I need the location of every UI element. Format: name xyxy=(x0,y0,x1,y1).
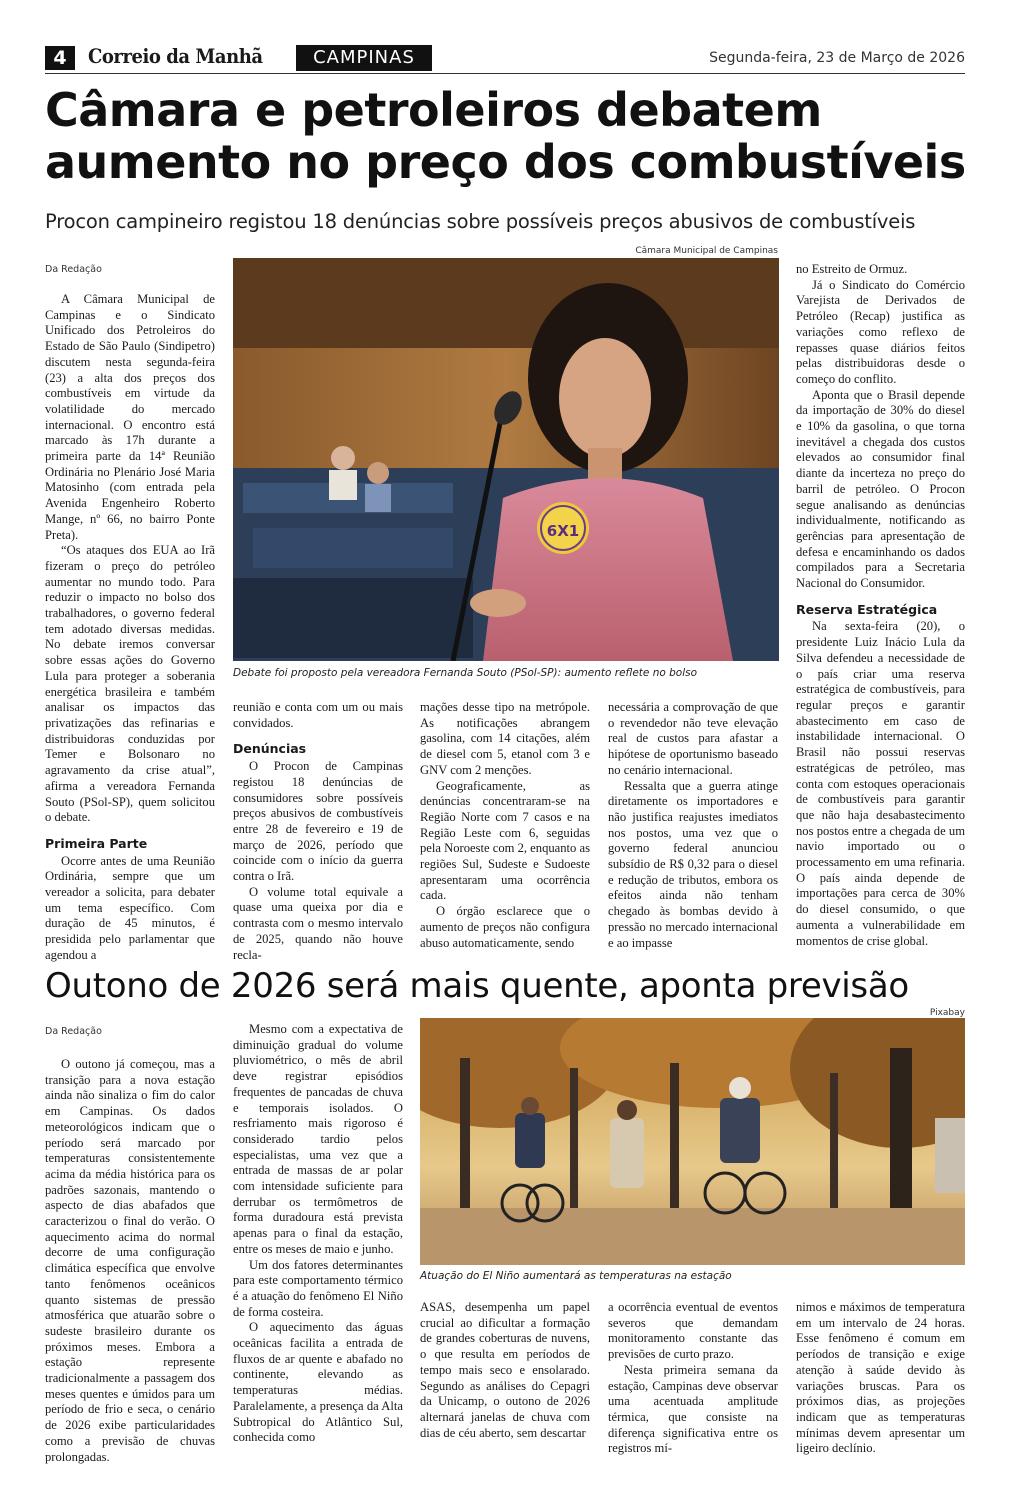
paragraph: O aquecimento das águas oceânicas facilita a entrada de fluxos de ar quente e abafado no continente, elevando as temperaturas médias. Paralelamente, a presença da Alta Subtropical do Atlântico Sul, conhecida como xyxy=(233,1320,403,1445)
paragraph: O órgão esclarece que o aumento de preços não configura abuso automaticamente, sendo xyxy=(420,904,590,950)
paragraph: Um dos fatores determinantes para este comportamento térmico é a atuação do fenômeno El Niño de forma costeira. xyxy=(233,1257,403,1319)
paragraph: necessária a comprovação de que o revendedor não teve elevação real de custos para afastar a hipótese de oportunismo baseado no cenário internacional. xyxy=(608,700,778,777)
article1-caption: Debate foi proposto pela vereadora Fernanda Souto (PSol-SP): aumento reflete no bolso xyxy=(233,667,698,679)
paragraph: a ocorrência eventual de eventos severos que demandam monitoramento constante das previsões de curto prazo. xyxy=(608,1300,778,1362)
paragraph: no Estreito de Ormuz. xyxy=(796,262,908,276)
article2-photo-credit: Pixabay xyxy=(929,1008,965,1018)
article1-byline: Da Redação xyxy=(45,264,102,275)
newspaper-logo: Correio da Manhã xyxy=(88,44,263,68)
paragraph: Já o Sindicato do Comércio Varejista de Derivados de Petróleo (Recap) justifica as variações como reflexo de repasses quase diários feitos pelas distribuidoras desde o começo do conflito. xyxy=(796,277,965,386)
article2-byline: Da Redação xyxy=(45,1026,102,1037)
paragraph: O Procon de Campinas registou 18 denúncias de consumidores sobre possíveis preços abusivos de combustíveis entre 28 de fevereiro e 19 de março de 2026, período que coincide com o início da guerra contra o Irã. xyxy=(233,759,403,884)
article1-headline: Câmara e petroleiros debatem aumento no preço dos combustíveis xyxy=(45,83,966,189)
article2-column-1 xyxy=(45,1057,215,1465)
article1-column-3 xyxy=(420,700,590,951)
subheading: Primeira Parte xyxy=(45,835,148,851)
article2-headline: Outono de 2026 será mais quente, aponta previsão xyxy=(45,966,909,1006)
subheading: Denúncias xyxy=(233,741,307,757)
paragraph: Mesmo com a expectativa de diminuição gradual do volume pluviométrico, o mês de abril deve registrar episódios frequentes de pancadas de chuva e temporais isolados. O resfriamento mais rigoroso é considerado tardio pelos especialistas, uma vez que a entrada de massas de ar polar com intensidade suficiente para derrubar os termômetros de forma duradoura está prevista apenas para o final da estação, entre os meses de maio e junho. xyxy=(233,1022,403,1256)
article1-photo-credit: Câmara Municipal de Campinas xyxy=(635,246,778,256)
header-rule xyxy=(45,73,965,74)
paragraph: Nesta primeira semana da estação, Campinas deve observar uma acentuada amplitude térmica, que consiste na diferença significativa entre os registros mí- xyxy=(608,1362,778,1456)
issue-date: Segunda-feira, 23 de Março de 2026 xyxy=(709,50,965,66)
paragraph: nimos e máximos de temperatura em um intervalo de 24 horas. Esse fenômeno é comum em períodos de transição e exige atenção à saúde devido às variações bruscas. Para os próximos dias, as projeções indicam que as temperaturas mínimas devem apresentar um ligeiro declínio. xyxy=(796,1300,965,1456)
article1-photo xyxy=(233,258,779,661)
article2-column-5 xyxy=(796,1300,965,1457)
subheading: Reserva Estratégica xyxy=(796,601,938,617)
page-number: 4 xyxy=(45,46,75,70)
article2-column-2 xyxy=(233,1022,403,1446)
article2-column-3 xyxy=(420,1300,590,1441)
paragraph: ASAS, desempenha um papel crucial ao dificultar a formação de grandes coberturas de nuvens, o que resulta em períodos de tempo mais seco e ensolarado. Segundo as análises do Cepagri da Unicamp, o outono de 2026 alternará janelas de chuva com dias de céu aberto, sem descartar xyxy=(420,1300,590,1440)
article1-subheadline: Procon campineiro registou 18 denúncias sobre possíveis preços abusivos de combustíveis xyxy=(45,210,916,233)
article2-photo xyxy=(420,1018,965,1265)
paragraph: “Os ataques dos EUA ao Irã fizeram o preço do petróleo aumentar no mundo todo. Para reduzir o impacto no bolso dos trabalhadores, o governo federal tem adotado diversas medidas. No debate iremos conversar sobre essas ações do Governo Lula para proteger a soberania energética brasileira e também analisar os impactos das privatizações das refinarias e distribuidoras conduzidas por Temer e Bolsonaro no agravamento da crise atual”, afirma a vereadora Fernanda Souto (PSol-SP), quem solicitou o debate. xyxy=(45,543,215,825)
paragraph: Na sexta-feira (20), o presidente Luiz Inácio Lula da Silva defendeu a necessidade de o país criar uma reserva estratégica de combustíveis, para regular preços e garantir abastecimento em caso de instabilidade internacional. O Brasil não possui reservas estratégicas de petróleo, mas conta com estoques operacionais de combustíveis para garantir que não haja desabastecimento nos postos entre a chegada de um navio importado ou o processamento em uma refinaria. O país ainda depende de importações para cerca de 30% do diesel consumido, o que aumenta a vulnerabilidade em momentos de crise global. xyxy=(796,619,965,948)
paragraph: A Câmara Municipal de Campinas e o Sindicato Unificado dos Petroleiros do Estado de São Paulo (Sindipetro) discutem nesta segunda-feira (23) a alta dos preços dos combustíveis em virtude da volatilidade do mercado internacional. O encontro está marcado às 17h durante a primeira parte da 14ª Reunião Ordinária no Plenário José Maria Matosinho (com entrada pela Avenida Engenheiro Roberto Mange, nº 66, no bairro Ponte Preta). xyxy=(45,292,215,542)
paragraph: mações desse tipo na metrópole. As notificações abrangem gasolina, com 14 citações, além de diesel com 5, etanol com 3 e GNV com 2 menções. xyxy=(420,700,590,777)
paragraph: Ressalta que a guerra atinge diretamente os importadores e não justifica reajustes imediatos nos postos, uma vez que o governo federal anunciou subsídio de R$ 0,32 para o diesel e redução de tributos, embora os efeitos ainda não tenham chegado às bombas devido à pressão no mercado internacional e ao impasse xyxy=(608,778,778,950)
article2-column-4 xyxy=(608,1300,778,1457)
photo-badge-text: 6X1 xyxy=(546,522,580,540)
paragraph: reunião e conta com um ou mais convidados. xyxy=(233,700,403,730)
paragraph: Aponta que o Brasil depende da importação de 30% do diesel e 10% da gasolina, o que torna inevitável a chegada dos custos elevados ao consumidor final diante da incerteza no preço do barril de petróleo. O Procon segue analisando as denúncias individualmente, notificando as gerências para apresentação de defesa e encaminhando os dados compilados para a Secretaria Nacional do Consumidor. xyxy=(796,387,965,591)
article2-caption: Atuação do El Niño aumentará as temperaturas na estação xyxy=(420,1270,732,1282)
paragraph: O volume total equivale a quase uma queixa por dia e contrasta com o mesmo intervalo de 2025, quando não houve recla- xyxy=(233,884,403,962)
article1-column-4 xyxy=(608,700,778,951)
paragraph: Geograficamente, as denúncias concentraram-se na Região Norte com 7 casos e na Região Leste com 6, seguidas pela Noroeste com 2, enquanto as regiões Sul, Sudeste e Sudoeste apresentaram uma ocorrência cada. xyxy=(420,778,590,903)
section-label: CAMPINAS xyxy=(296,45,432,71)
article1-column-5 xyxy=(796,262,965,949)
article1-column-1 xyxy=(45,292,215,964)
paragraph: O outono já começou, mas a transição para a nova estação ainda não sinaliza o fim do calor em Campinas. Os dados meteorológicos indicam que o período será marcado por temperaturas consistentemente acima da média histórica para os padrões sazonais, mantendo o aspecto de dias abafados que caracterizou o final do verão. O aquecimento acima do normal decorre de uma configuração climática específica que envolve tanto fenômenos oceânicos quanto sistemas de pressão atmosférica que atuarão sobre o sudeste brasileiro durante os próximos meses. Embora a estação represente tradicionalmente a passagem dos meses quentes e úmidos para um período de frio e seca, o cenário de 2026 exibe particularidades como a previsão de chuvas prolongadas. xyxy=(45,1057,215,1464)
article1-column-2 xyxy=(233,700,403,963)
paragraph: Ocorre antes de uma Reunião Ordinária, sempre que um vereador a solicita, para debater um tema específico. Com duração de 45 minutos, é presidida pelo parlamentar que agendou a xyxy=(45,853,215,962)
